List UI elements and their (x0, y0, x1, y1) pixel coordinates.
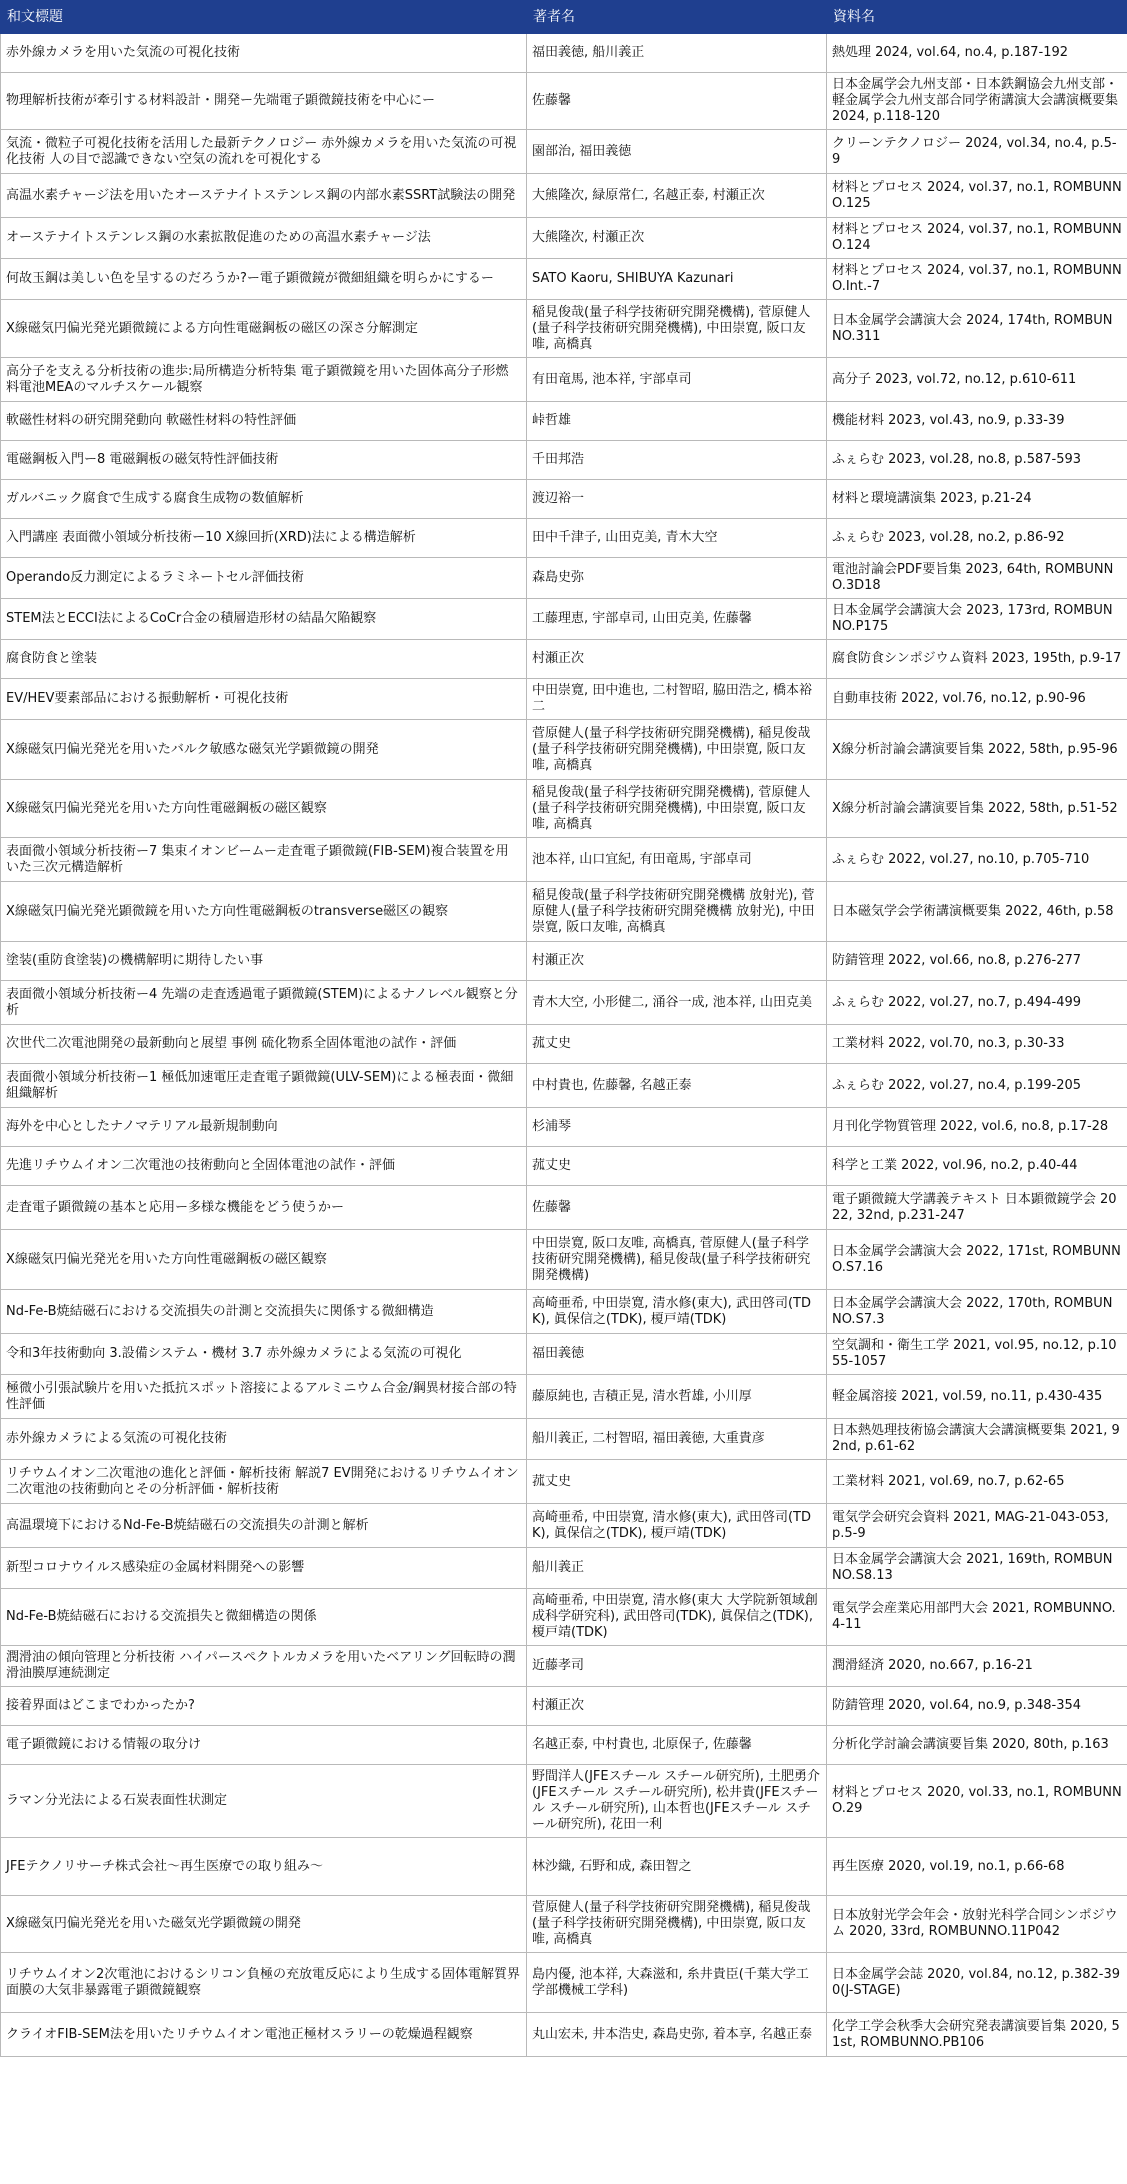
cell-title: 表面微小領域分析技術ー4 先端の走査透過電子顕微鏡(STEM)によるナノレベル観察と分析 (1, 981, 527, 1025)
cell-title: 赤外線カメラを用いた気流の可視化技術 (1, 34, 527, 73)
cell-source: 電池討論会PDF要旨集 2023, 64th, ROMBUNNO.3D18 (827, 558, 1127, 599)
cell-authors: 稲見俊哉(量子科学技術研究開発機構 放射光), 菅原健人(量子科学技術研究開発機構 放射光), 中田崇寛, 阪口友唯, 高橋真 (527, 882, 827, 942)
table-row (1, 1687, 1127, 1726)
table-row (1, 599, 1127, 640)
cell-authors: 中田崇寛, 田中進也, 二村智昭, 脇田浩之, 橋本裕二 (527, 679, 827, 720)
table-row (1, 218, 1127, 259)
cell-authors: 福田義徳 (527, 1334, 827, 1375)
cell-source: ふぇらむ 2023, vol.28, no.2, p.86-92 (827, 519, 1127, 558)
cell-source: ふぇらむ 2023, vol.28, no.8, p.587-593 (827, 441, 1127, 480)
table-row (1, 1230, 1127, 1290)
table-row (1, 1589, 1127, 1646)
header-row (1, 1, 1127, 34)
cell-source: 材料とプロセス 2024, vol.37, no.1, ROMBUNNO.Int.-7 (827, 259, 1127, 300)
table-row (1, 1646, 1127, 1687)
cell-source: 日本磁気学会学術講演概要集 2022, 46th, p.58 (827, 882, 1127, 942)
cell-authors: 渡辺裕一 (527, 480, 827, 519)
cell-title: クライオFIB-SEM法を用いたリチウムイオン電池正極材スラリーの乾燥過程観察 (1, 2013, 527, 2057)
cell-title: X線磁気円偏光発光を用いた方向性電磁鋼板の磁区観察 (1, 1230, 527, 1290)
cell-title: 何故玉鋼は美しい色を呈するのだろうか?ー電子顕微鏡が微細組織を明らかにするー (1, 259, 527, 300)
cell-source: 防錆管理 2020, vol.64, no.9, p.348-354 (827, 1687, 1127, 1726)
cell-source: ふぇらむ 2022, vol.27, no.10, p.705-710 (827, 838, 1127, 882)
cell-title: 新型コロナウイルス感染症の金属材料開発への影響 (1, 1548, 527, 1589)
cell-authors: 池本祥, 山口宜紀, 有田竜馬, 宇部卓司 (527, 838, 827, 882)
cell-authors: 名越正泰, 中村貴也, 北原保子, 佐藤馨 (527, 1726, 827, 1765)
table-row (1, 882, 1127, 942)
cell-source: X線分析討論会講演要旨集 2022, 58th, p.95-96 (827, 720, 1127, 780)
table-row (1, 640, 1127, 679)
cell-title: 極微小引張試験片を用いた抵抗スポット溶接によるアルミニウム合金/鋼異材接合部の特性評価 (1, 1375, 527, 1419)
cell-authors: 菅原健人(量子科学技術研究開発機構), 稲見俊哉(量子科学技術研究開発機構), 中田崇寛, 阪口友唯, 高橋真 (527, 1896, 827, 1953)
cell-source: 再生医療 2020, vol.19, no.1, p.66-68 (827, 1838, 1127, 1896)
cell-source: 工業材料 2021, vol.69, no.7, p.62-65 (827, 1460, 1127, 1504)
cell-source: 日本金属学会誌 2020, vol.84, no.12, p.382-390(J-STAGE) (827, 1953, 1127, 2013)
cell-authors: 中田崇寛, 阪口友唯, 高橋真, 菅原健人(量子科学技術研究開発機構), 稲見俊哉(量子科学技術研究開発機構) (527, 1230, 827, 1290)
cell-title: ラマン分光法による石炭表面性状測定 (1, 1765, 527, 1838)
cell-source: クリーンテクノロジー 2024, vol.34, no.4, p.5-9 (827, 130, 1127, 174)
table-row (1, 981, 1127, 1025)
cell-source: 化学工学会秋季大会研究発表講演要旨集 2020, 51st, ROMBUNNO.PB106 (827, 2013, 1127, 2057)
table-row (1, 402, 1127, 441)
column-header-authors: 著者名 (527, 1, 827, 34)
cell-source: 潤滑経済 2020, no.667, p.16-21 (827, 1646, 1127, 1687)
cell-authors: 野間洋人(JFEスチール スチール研究所), 土肥勇介(JFEスチール スチール研究所), 松井貴(JFEスチール スチール研究所), 山本哲也(JFEスチール スチール研究所), 花田一利 (527, 1765, 827, 1838)
cell-source: 防錆管理 2022, vol.66, no.8, p.276-277 (827, 942, 1127, 981)
table-row (1, 1334, 1127, 1375)
cell-title: X線磁気円偏光発光を用いたバルク敏感な磁気光学顕微鏡の開発 (1, 720, 527, 780)
cell-title: 塗装(重防食塗装)の機構解明に期待したい事 (1, 942, 527, 981)
cell-title: 高分子を支える分析技術の進歩:局所構造分析特集 電子顕微鏡を用いた固体高分子形燃料電池MEAのマルチスケール観察 (1, 358, 527, 402)
table-row (1, 259, 1127, 300)
cell-authors: 工藤理恵, 宇部卓司, 山田克美, 佐藤馨 (527, 599, 827, 640)
cell-authors: 峠哲雄 (527, 402, 827, 441)
cell-title: Nd-Fe-B焼結磁石における交流損失の計測と交流損失に関係する微細構造 (1, 1290, 527, 1334)
cell-source: 工業材料 2022, vol.70, no.3, p.30-33 (827, 1025, 1127, 1064)
table-row (1, 1108, 1127, 1147)
cell-title: 海外を中心としたナノマテリアル最新規制動向 (1, 1108, 527, 1147)
cell-title: 令和3年技術動向 3.設備システム・機材 3.7 赤外線カメラによる気流の可視化 (1, 1334, 527, 1375)
table-body (1, 34, 1127, 2057)
table-row (1, 480, 1127, 519)
cell-authors: 藤原純也, 吉積正晃, 清水哲雄, 小川厚 (527, 1375, 827, 1419)
cell-source: 電気学会研究会資料 2021, MAG-21-043-053, p.5-9 (827, 1504, 1127, 1548)
table-row (1, 130, 1127, 174)
cell-title: X線磁気円偏光発光を用いた方向性電磁鋼板の磁区観察 (1, 780, 527, 838)
cell-title: 走査電子顕微鏡の基本と応用ー多様な機能をどう使うかー (1, 1186, 527, 1230)
cell-authors: 佐藤馨 (527, 1186, 827, 1230)
table-row (1, 1375, 1127, 1419)
cell-authors: 林沙織, 石野和成, 森田智之 (527, 1838, 827, 1896)
table-row (1, 780, 1127, 838)
table-row (1, 1290, 1127, 1334)
cell-authors: 佐藤馨 (527, 73, 827, 130)
column-header-title: 和文標題 (1, 1, 527, 34)
cell-source: X線分析討論会講演要旨集 2022, 58th, p.51-52 (827, 780, 1127, 838)
cell-source: 日本金属学会講演大会 2022, 170th, ROMBUNNO.S7.3 (827, 1290, 1127, 1334)
cell-title: 電磁鋼板入門ー8 電磁鋼板の磁気特性評価技術 (1, 441, 527, 480)
cell-source: 電気学会産業応用部門大会 2021, ROMBUNNO.4-11 (827, 1589, 1127, 1646)
cell-source: 電子顕微鏡大学講義テキスト 日本顕微鏡学会 2022, 32nd, p.231-247 (827, 1186, 1127, 1230)
column-header-source: 資料名 (827, 1, 1127, 34)
cell-title: 高温環境下におけるNd-Fe-B焼結磁石の交流損失の計測と解析 (1, 1504, 527, 1548)
cell-authors: 菰丈史 (527, 1460, 827, 1504)
table-row (1, 1460, 1127, 1504)
table-row (1, 358, 1127, 402)
cell-title: X線磁気円偏光発光顕微鏡による方向性電磁鋼板の磁区の深さ分解測定 (1, 300, 527, 358)
cell-authors: 稲見俊哉(量子科学技術研究開発機構), 菅原健人(量子科学技術研究開発機構), 中田崇寛, 阪口友唯, 高橋真 (527, 780, 827, 838)
cell-title: 電子顕微鏡における情報の取分け (1, 1726, 527, 1765)
cell-authors: 船川義正, 二村智昭, 福田義徳, 大重貴彦 (527, 1419, 827, 1460)
cell-authors: 千田邦浩 (527, 441, 827, 480)
cell-title: 入門講座 表面微小領域分析技術ー10 X線回折(XRD)法による構造解析 (1, 519, 527, 558)
cell-title: X線磁気円偏光発光を用いた磁気光学顕微鏡の開発 (1, 1896, 527, 1953)
table-row (1, 558, 1127, 599)
cell-title: 表面微小領域分析技術ー7 集束イオンビームー走査電子顕微鏡(FIB-SEM)複合装置を用いた三次元構造解析 (1, 838, 527, 882)
cell-source: 空気調和・衛生工学 2021, vol.95, no.12, p.1055-1057 (827, 1334, 1127, 1375)
cell-authors: 杉浦琴 (527, 1108, 827, 1147)
cell-authors: 森島史弥 (527, 558, 827, 599)
cell-title: 先進リチウムイオン二次電池の技術動向と全固体電池の試作・評価 (1, 1147, 527, 1186)
cell-title: 赤外線カメラによる気流の可視化技術 (1, 1419, 527, 1460)
cell-authors: 高崎亜希, 中田崇寛, 清水修(東大), 武田啓司(TDK), 眞保信之(TDK), 榎戸靖(TDK) (527, 1290, 827, 1334)
cell-authors: 大熊隆次, 村瀬正次 (527, 218, 827, 259)
cell-source: 分析化学討論会講演要旨集 2020, 80th, p.163 (827, 1726, 1127, 1765)
cell-source: 日本放射光学会年会・放射光科学合同シンポジウム 2020, 33rd, ROMBUNNO.11P042 (827, 1896, 1127, 1953)
cell-authors: 田中千津子, 山田克美, 青木大空 (527, 519, 827, 558)
cell-authors: 青木大空, 小形健二, 涌谷一成, 池本祥, 山田克美 (527, 981, 827, 1025)
cell-source: 科学と工業 2022, vol.96, no.2, p.40-44 (827, 1147, 1127, 1186)
table-row (1, 2013, 1127, 2057)
table-header (1, 1, 1127, 34)
table-row (1, 73, 1127, 130)
cell-source: 日本熱処理技術協会講演大会講演概要集 2021, 92nd, p.61-62 (827, 1419, 1127, 1460)
cell-authors: 大熊隆次, 緑原常仁, 名越正泰, 村瀬正次 (527, 174, 827, 218)
cell-title: JFEテクノリサーチ株式会社〜再生医療での取り組み〜 (1, 1838, 527, 1896)
cell-source: 軽金属溶接 2021, vol.59, no.11, p.430-435 (827, 1375, 1127, 1419)
cell-title: リチウムイオン2次電池におけるシリコン負極の充放電反応により生成する固体電解質界面膜の大気非暴露電子顕微鏡観察 (1, 1953, 527, 2013)
cell-source: 日本金属学会講演大会 2023, 173rd, ROMBUNNO.P175 (827, 599, 1127, 640)
table-row (1, 1186, 1127, 1230)
table-row (1, 1419, 1127, 1460)
table-row (1, 1726, 1127, 1765)
cell-authors: 近藤孝司 (527, 1646, 827, 1687)
table-row (1, 720, 1127, 780)
cell-authors: 中村貴也, 佐藤馨, 名越正泰 (527, 1064, 827, 1108)
cell-title: ガルバニック腐食で生成する腐食生成物の数値解析 (1, 480, 527, 519)
table-row (1, 838, 1127, 882)
cell-authors: 有田竜馬, 池本祥, 宇部卓司 (527, 358, 827, 402)
cell-source: 高分子 2023, vol.72, no.12, p.610-611 (827, 358, 1127, 402)
cell-title: X線磁気円偏光発光顕微鏡を用いた方向性電磁鋼板のtransverse磁区の観察 (1, 882, 527, 942)
table-row (1, 1064, 1127, 1108)
cell-source: ふぇらむ 2022, vol.27, no.7, p.494-499 (827, 981, 1127, 1025)
cell-title: 腐食防食と塗装 (1, 640, 527, 679)
cell-source: 材料とプロセス 2024, vol.37, no.1, ROMBUNNO.125 (827, 174, 1127, 218)
cell-authors: 高崎亜希, 中田崇寛, 清水修(東大 大学院新領域創成科学研究科), 武田啓司(TDK), 眞保信之(TDK), 榎戸靖(TDK) (527, 1589, 827, 1646)
table-row (1, 1025, 1127, 1064)
cell-source: 日本金属学会講演大会 2024, 174th, ROMBUNNO.311 (827, 300, 1127, 358)
cell-source: 機能材料 2023, vol.43, no.9, p.33-39 (827, 402, 1127, 441)
cell-title: 表面微小領域分析技術ー1 極低加速電圧走査電子顕微鏡(ULV-SEM)による極表面・微細組織解析 (1, 1064, 527, 1108)
cell-title: Operando反力測定によるラミネートセル評価技術 (1, 558, 527, 599)
cell-source: ふぇらむ 2022, vol.27, no.4, p.199-205 (827, 1064, 1127, 1108)
cell-authors: 船川義正 (527, 1548, 827, 1589)
table-row (1, 1504, 1127, 1548)
cell-title: 高温水素チャージ法を用いたオーステナイトステンレス鋼の内部水素SSRT試験法の開発 (1, 174, 527, 218)
table-row (1, 679, 1127, 720)
table-row (1, 1548, 1127, 1589)
table-row (1, 300, 1127, 358)
cell-authors: 村瀬正次 (527, 1687, 827, 1726)
cell-title: リチウムイオン二次電池の進化と評価・解析技術 解説7 EV開発におけるリチウムイオン二次電池の技術動向とその分析評価・解析技術 (1, 1460, 527, 1504)
cell-authors: 福田義徳, 船川義正 (527, 34, 827, 73)
cell-authors: SATO Kaoru, SHIBUYA Kazunari (527, 259, 827, 300)
cell-title: Nd-Fe-B焼結磁石における交流損失と微細構造の関係 (1, 1589, 527, 1646)
cell-authors: 菰丈史 (527, 1025, 827, 1064)
cell-source: 日本金属学会講演大会 2022, 171st, ROMBUNNO.S7.16 (827, 1230, 1127, 1290)
cell-source: 材料とプロセス 2024, vol.37, no.1, ROMBUNNO.124 (827, 218, 1127, 259)
cell-title: オーステナイトステンレス鋼の水素拡散促進のための高温水素チャージ法 (1, 218, 527, 259)
cell-title: 接着界面はどこまでわかったか? (1, 1687, 527, 1726)
cell-source: 腐食防食シンポジウム資料 2023, 195th, p.9-17 (827, 640, 1127, 679)
table-row (1, 441, 1127, 480)
cell-authors: 丸山宏未, 井本浩史, 森島史弥, 着本享, 名越正泰 (527, 2013, 827, 2057)
cell-title: EV/HEV要素部品における振動解析・可視化技術 (1, 679, 527, 720)
cell-title: 次世代二次電池開発の最新動向と展望 事例 硫化物系全固体電池の試作・評価 (1, 1025, 527, 1064)
cell-title: STEM法とECCI法によるCoCr合金の積層造形材の結晶欠陥観察 (1, 599, 527, 640)
cell-title: 軟磁性材料の研究開発動向 軟磁性材料の特性評価 (1, 402, 527, 441)
cell-authors: 菅原健人(量子科学技術研究開発機構), 稲見俊哉(量子科学技術研究開発機構), 中田崇寛, 阪口友唯, 高橋真 (527, 720, 827, 780)
cell-source: 材料とプロセス 2020, vol.33, no.1, ROMBUNNO.29 (827, 1765, 1127, 1838)
table-row (1, 1896, 1127, 1953)
table-row (1, 942, 1127, 981)
table-row (1, 519, 1127, 558)
cell-source: 熱処理 2024, vol.64, no.4, p.187-192 (827, 34, 1127, 73)
cell-source: 日本金属学会講演大会 2021, 169th, ROMBUNNO.S8.13 (827, 1548, 1127, 1589)
cell-title: 気流・微粒子可視化技術を活用した最新テクノロジー 赤外線カメラを用いた気流の可視化技術 人の目で認識できない空気の流れを可視化する (1, 130, 527, 174)
table-row (1, 34, 1127, 73)
cell-source: 月刊化学物質管理 2022, vol.6, no.8, p.17-28 (827, 1108, 1127, 1147)
table-row (1, 1953, 1127, 2013)
cell-authors: 高崎亜希, 中田崇寛, 清水修(東大), 武田啓司(TDK), 眞保信之(TDK), 榎戸靖(TDK) (527, 1504, 827, 1548)
cell-authors: 菰丈史 (527, 1147, 827, 1186)
cell-source: 日本金属学会九州支部・日本鉄鋼協会九州支部・軽金属学会九州支部合同学術講演大会講演概要集 2024, p.118-120 (827, 73, 1127, 130)
cell-authors: 稲見俊哉(量子科学技術研究開発機構), 菅原健人(量子科学技術研究開発機構), 中田崇寛, 阪口友唯, 高橋真 (527, 300, 827, 358)
cell-source: 自動車技術 2022, vol.76, no.12, p.90-96 (827, 679, 1127, 720)
cell-title: 物理解析技術が牽引する材料設計・開発ー先端電子顕微鏡技術を中心にー (1, 73, 527, 130)
cell-authors: 村瀬正次 (527, 942, 827, 981)
table-row (1, 174, 1127, 218)
cell-source: 材料と環境講演集 2023, p.21-24 (827, 480, 1127, 519)
table-row (1, 1838, 1127, 1896)
cell-authors: 園部治, 福田義徳 (527, 130, 827, 174)
table-row (1, 1765, 1127, 1838)
cell-authors: 島内優, 池本祥, 大森滋和, 糸井貴臣(千葉大学工学部機械工学科) (527, 1953, 827, 2013)
cell-authors: 村瀬正次 (527, 640, 827, 679)
table-row (1, 1147, 1127, 1186)
cell-title: 潤滑油の傾向管理と分析技術 ハイパースペクトルカメラを用いたベアリング回転時の潤滑油膜厚連続測定 (1, 1646, 527, 1687)
